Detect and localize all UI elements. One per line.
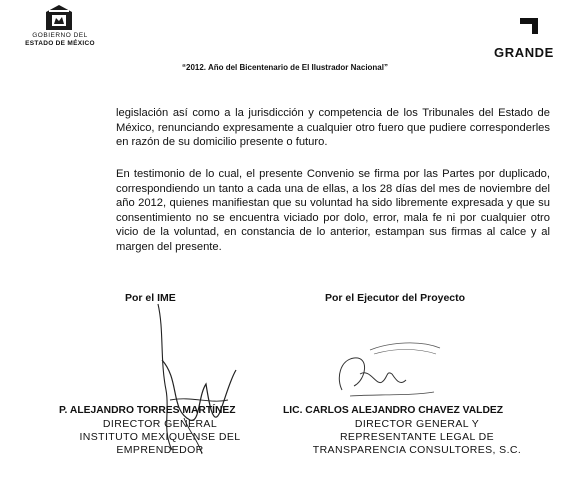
signer-title-left-line3: EMPRENDEDOR bbox=[116, 444, 204, 456]
signer-name-left: P. ALEJANDRO TORRES MARTÍNEZ bbox=[59, 405, 236, 416]
signer-title-right-line3: TRANSPARENCIA CONSULTORES, S.C. bbox=[312, 444, 522, 456]
government-logo-icon bbox=[44, 4, 74, 32]
signature-right-scrawl bbox=[330, 330, 450, 410]
signature-heading-ejecutor: Por el Ejecutor del Proyecto bbox=[325, 292, 466, 304]
signer-title-left-line1: DIRECTOR GENERAL bbox=[102, 418, 218, 430]
logo-caption-line1: GOBIERNO DEL bbox=[32, 32, 88, 39]
signature-heading-ime: Por el IME bbox=[125, 292, 176, 304]
signer-title-left-line2: INSTITUTO MEXIQUENSE DEL bbox=[79, 431, 241, 443]
paragraph-jurisdiction: legislación así como a la jurisdicción y competencia de los Tribunales del Estado de México, renunciando expresamente a cualquier otro fuero que pudiere corresponderles en razón de su domicilio presente o futuro. bbox=[116, 107, 550, 148]
signer-title-left bbox=[54, 418, 266, 457]
grande-logo-icon bbox=[520, 18, 538, 34]
logo-caption-line2: ESTADO DE MÉXICO bbox=[25, 40, 95, 47]
brand-word: GRANDE bbox=[494, 45, 554, 60]
year-motto: “2012. Año del Bicentenario de El Ilustrador Nacional” bbox=[182, 63, 388, 72]
signer-title-right-line1: DIRECTOR GENERAL Y bbox=[354, 418, 480, 430]
signer-name-right: LIC. CARLOS ALEJANDRO CHAVEZ VALDEZ bbox=[283, 405, 504, 416]
paragraph-testimony: En testimonio de lo cual, el presente Convenio se firma por las Partes por duplicado, correspondiendo un tanto a cada una de ellas, a los 28 días del mes de noviembre del año 2012, quienes manifiestan que su voluntad ha sido libremente expresada y que su consentimiento no se encuentra viciado por dolo, error, mala fe ni por cualquier otro vicio de la voluntad, en constancia de lo anterior, estampan sus firmas al calce y al margen del presente. bbox=[116, 168, 550, 253]
logo-caption bbox=[20, 32, 100, 48]
signer-title-right-line2: REPRESENTANTE LEGAL DE bbox=[339, 431, 495, 443]
signer-title-right bbox=[282, 418, 552, 457]
